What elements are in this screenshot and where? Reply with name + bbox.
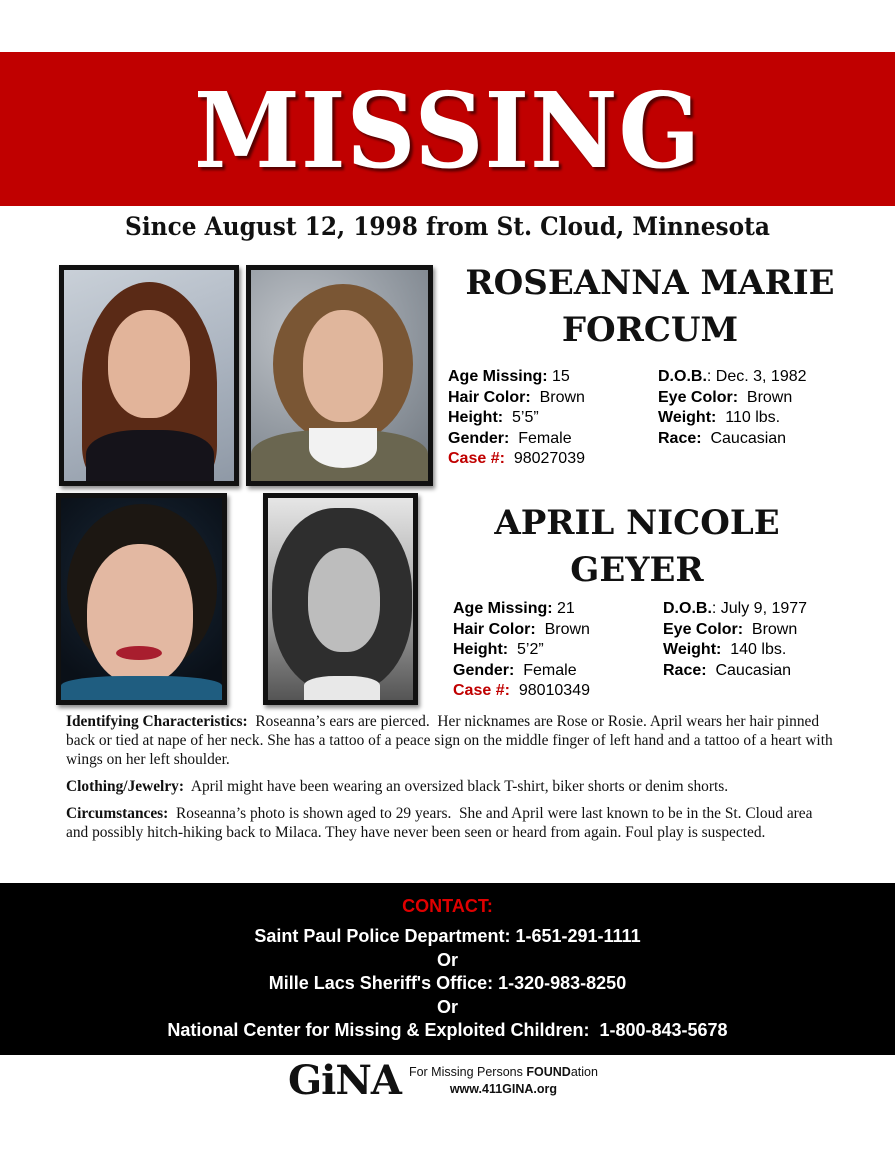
photo-april-bw	[263, 493, 418, 705]
photo-roseanna-age-progressed	[246, 265, 433, 486]
case-details	[66, 712, 836, 850]
fact-eye-color: Eye Color: Brown	[658, 388, 793, 406]
fact-age-missing: Age Missing: 21	[453, 600, 575, 617]
contact-heading: CONTACT:	[402, 896, 493, 916]
fact-hair-color: Hair Color: Brown	[448, 388, 585, 406]
contact-ncmec: National Center for Missing & Exploited Children: 1-800-843-5678	[167, 1020, 728, 1040]
facts-roseanna	[448, 367, 858, 470]
fact-eye-color: Eye Color: Brown	[663, 620, 798, 638]
fact-weight: Weight: 140 lbs.	[663, 641, 787, 658]
banner-title: MISSING	[193, 69, 702, 192]
name-line: GEYER	[570, 550, 704, 590]
identifying-characteristics: Identifying Characteristics: Roseanna’s ears are pierced. Her nicknames are Rose or Rosie. April wears her hair pinned back or tied at nape of her neck. She has a tattoo of a peace sign on the middle finger of left hand and a tattoo of a heart with wings on her left shoulder.	[66, 713, 837, 768]
missing-since-subtitle: Since August 12, 1998 from St. Cloud, Minnesota	[125, 212, 770, 241]
fact-gender: Gender: Female	[453, 661, 577, 679]
clothing-jewelry: Clothing/Jewelry: April might have been wearing an oversized black T-shirt, biker shorts or denim shorts.	[66, 778, 729, 795]
fact-height: Height: 5’2”	[453, 641, 544, 658]
name-line: ROSEANNA MARIE	[465, 263, 835, 303]
gina-logo: GiNA	[288, 1057, 401, 1104]
contact-section	[0, 883, 895, 1055]
missing-banner	[0, 52, 895, 206]
contact-saint-paul-police: Saint Paul Police Department: 1-651-291-1111	[254, 926, 641, 946]
photo-roseanna-original	[59, 265, 239, 486]
fact-height: Height: 5’5”	[448, 409, 539, 426]
footer-gina-foundation	[288, 1057, 628, 1104]
fact-dob: D.O.B.: Dec. 3, 1982	[658, 368, 807, 385]
facts-april	[453, 599, 863, 702]
tagline-text: For Missing Persons FOUNDation	[408, 1065, 598, 1079]
gina-tagline	[409, 1064, 598, 1098]
fact-weight: Weight: 110 lbs.	[658, 409, 781, 426]
contact-or-separator: Or	[436, 996, 458, 1017]
fact-gender: Gender: Female	[448, 429, 572, 447]
contact-or-separator: Or	[436, 949, 458, 970]
person-name-roseanna	[445, 260, 855, 354]
fact-hair-color: Hair Color: Brown	[453, 620, 590, 638]
contact-mille-lacs-sheriff: Mille Lacs Sheriff's Office: 1-320-983-8250	[268, 973, 627, 993]
name-line: APRIL NICOLE	[494, 503, 780, 543]
fact-race: Race: Caucasian	[658, 429, 787, 447]
name-line: FORCUM	[561, 310, 739, 350]
gina-website-link[interactable]: www.411GINA.org	[449, 1082, 558, 1096]
fact-case-number: Case #: 98027039	[448, 450, 585, 467]
photo-april-color	[56, 493, 227, 705]
circumstances: Circumstances: Roseanna’s photo is shown aged to 29 years. She and April were last known to be in the St. Cloud area and possibly hitch-hiking back to Milaca. They have never been seen or heard from again. Foul play is suspected.	[66, 805, 817, 841]
fact-case-number: Case #: 98010349	[453, 682, 590, 699]
person-name-april	[432, 500, 842, 594]
fact-dob: D.O.B.: July 9, 1977	[663, 600, 808, 617]
fact-age-missing: Age Missing: 15	[448, 368, 570, 385]
fact-race: Race: Caucasian	[663, 661, 792, 679]
